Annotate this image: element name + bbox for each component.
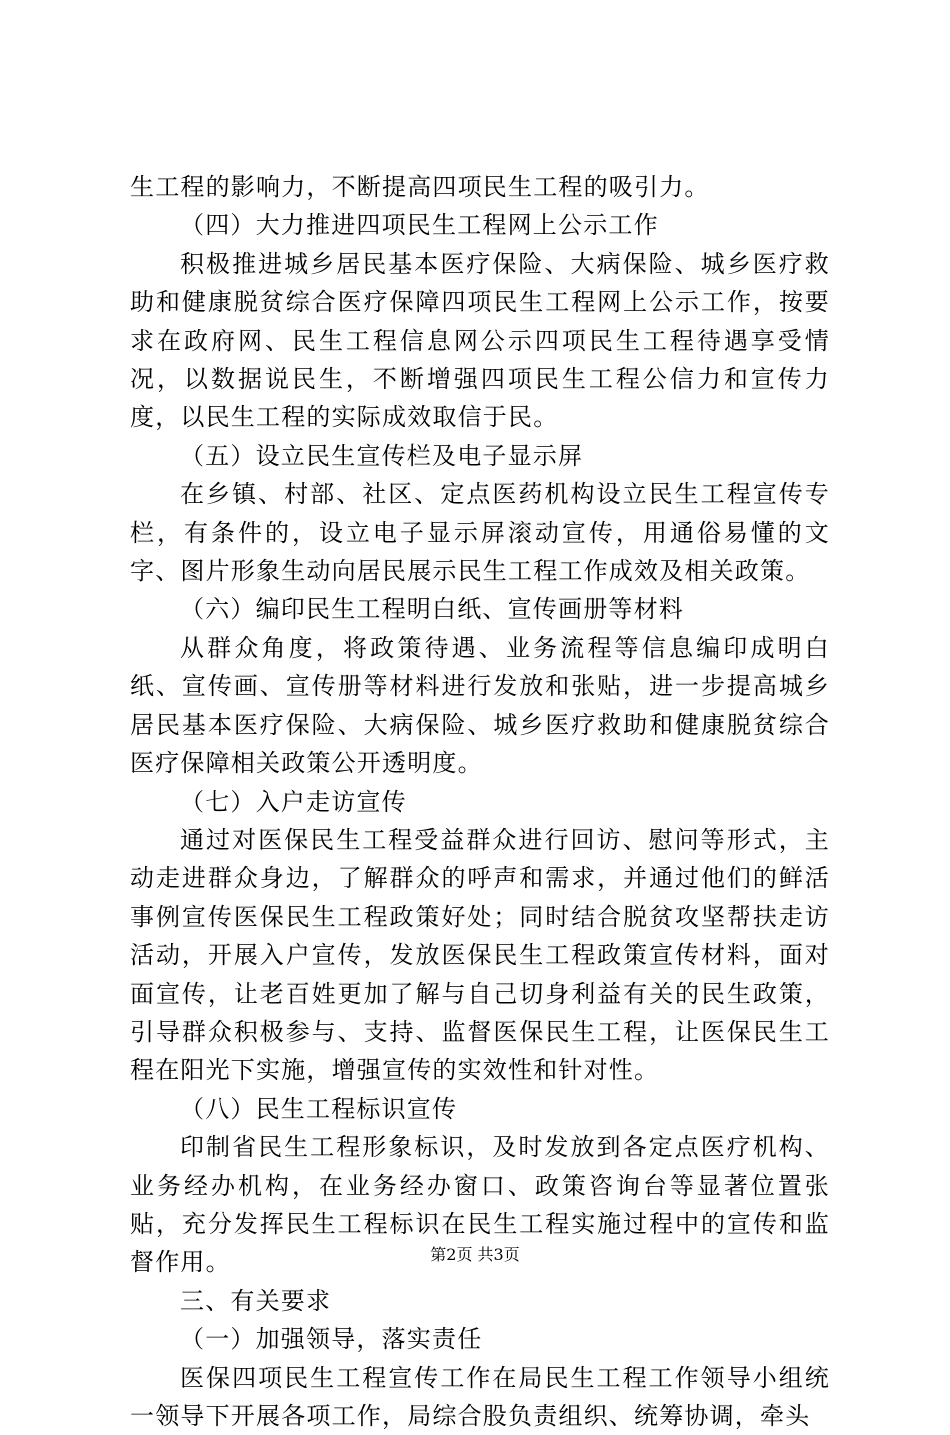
paragraph-continuation: 生工程的影响力，不断提高四项民生工程的吸引力。 <box>130 173 710 201</box>
section-heading-6: （六）编印民生工程明白纸、宣传画册等材料 <box>180 595 684 624</box>
paragraph-online-publicity: 积极推进城乡居民基本医疗保险、大病保险、城乡医疗救助和健康脱贫综合医疗保障四项民生工程网上公示工作，按要求在政府网、民生工程信息网公示四项民生工程待遇享受情况，以数据说民生，不断增强四项民生工程公信力和宣传力度，以民生工程的实际成效取信于民。 <box>130 249 830 432</box>
page-number-footer: 第2页 共3页 <box>430 1245 520 1264</box>
paragraph-bulletin-board: 在乡镇、村部、社区、定点医药机构设立民生工程宣传专栏，有条件的，设立电子显示屏滚动宣传，用通俗易懂的文字、图片形象生动向居民展示民生工程工作成效及相关政策。 <box>130 480 830 586</box>
section-heading-1: （一）加强领导，落实责任 <box>180 1325 483 1354</box>
section-heading-8: （八）民生工程标识宣传 <box>180 1094 458 1123</box>
section-heading-5: （五）设立民生宣传栏及电子显示屏 <box>180 441 584 470</box>
chapter-heading-requirements: 三、有关要求 <box>180 1286 332 1315</box>
section-heading-7: （七）入户走访宣传 <box>180 787 407 816</box>
section-heading-4: （四）大力推进四项民生工程网上公示工作 <box>180 211 659 240</box>
paragraph-printed-materials: 从群众角度，将政策待遇、业务流程等信息编印成明白纸、宣传画、宣传册等材料进行发放和张贴，进一步提高城乡居民基本医疗保险、大病保险、城乡医疗救助和健康脱贫综合医疗保障相关政策公开透明度。 <box>130 633 830 778</box>
paragraph-leadership: 医保四项民生工程宣传工作在局民生工程工作领导小组统一领导下开展各项工作，局综合股负责组织、统筹协调，牵头 <box>130 1363 830 1430</box>
paragraph-logo-publicity: 印制省民生工程形象标识，及时发放到各定点医疗机构、业务经办机构，在业务经办窗口、政策咨询台等显著位置张贴，充分发挥民生工程标识在民生工程实施过程中的宣传和监督作用。 <box>130 1133 830 1277</box>
paragraph-home-visits: 通过对医保民生工程受益群众进行回访、慰问等形式，主动走进群众身边，了解群众的呼声和需求，并通过他们的鲜活事例宣传医保民生工程政策好处；同时结合脱贫攻坚帮扶走访活动，开展入户宣传，发放医保民生工程政策宣传材料，面对面宣传，让老百姓更加了解与自己切身利益有关的民生政策，引导群众积极参与、支持、监督医保民生工程，让医保民生工程在阳光下实施，增强宣传的实效性和针对性。 <box>130 825 830 1085</box>
